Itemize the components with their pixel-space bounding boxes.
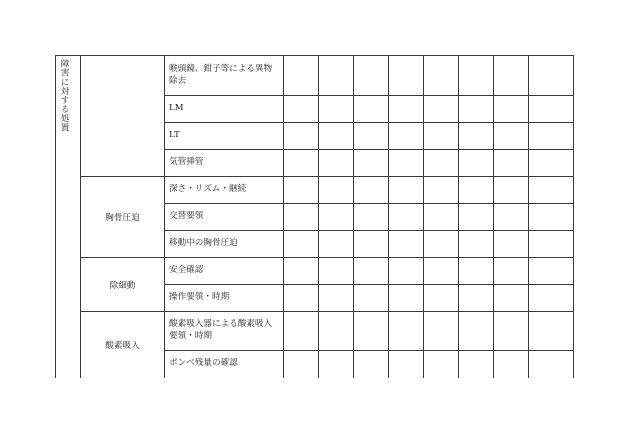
score-cell[interactable] xyxy=(389,177,424,204)
score-cell[interactable] xyxy=(459,123,494,150)
score-cell[interactable] xyxy=(529,96,574,123)
score-cell[interactable] xyxy=(389,150,424,177)
score-cell[interactable] xyxy=(494,150,529,177)
section-title-cell xyxy=(56,56,81,378)
table-row xyxy=(56,312,574,351)
score-cell[interactable] xyxy=(529,312,574,351)
item-cell: 操作要領・時期 xyxy=(165,285,284,312)
score-cell[interactable] xyxy=(389,123,424,150)
score-cell[interactable] xyxy=(284,204,319,231)
score-cell[interactable] xyxy=(354,177,389,204)
score-cell[interactable] xyxy=(494,351,529,378)
table-row xyxy=(56,258,574,285)
score-cell[interactable] xyxy=(424,351,459,378)
score-cell[interactable] xyxy=(424,177,459,204)
airway-category-cell xyxy=(81,56,165,177)
score-cell[interactable] xyxy=(284,258,319,285)
score-cell[interactable] xyxy=(424,258,459,285)
score-cell[interactable] xyxy=(284,123,319,150)
score-cell[interactable] xyxy=(354,312,389,351)
score-cell[interactable] xyxy=(284,150,319,177)
score-cell[interactable] xyxy=(319,56,354,96)
score-cell[interactable] xyxy=(354,351,389,378)
item-cell: 交替要領 xyxy=(165,204,284,231)
item-cell: 喉頭鏡、鉗子等による異物除去 xyxy=(165,56,284,96)
score-cell[interactable] xyxy=(319,231,354,258)
category-defibrillation: 除細動 xyxy=(81,258,165,312)
section-title: 障害に対する処置 xyxy=(59,59,69,132)
score-cell[interactable] xyxy=(459,177,494,204)
score-cell[interactable] xyxy=(529,258,574,285)
table-row xyxy=(56,177,574,204)
score-cell[interactable] xyxy=(529,285,574,312)
score-cell[interactable] xyxy=(494,177,529,204)
score-cell[interactable] xyxy=(529,177,574,204)
score-cell[interactable] xyxy=(354,150,389,177)
item-cell: LT xyxy=(165,123,284,150)
score-cell[interactable] xyxy=(529,351,574,378)
score-cell[interactable] xyxy=(354,123,389,150)
item-cell: 安全確認 xyxy=(165,258,284,285)
score-cell[interactable] xyxy=(389,231,424,258)
score-cell[interactable] xyxy=(494,123,529,150)
score-cell[interactable] xyxy=(459,56,494,96)
score-cell[interactable] xyxy=(319,285,354,312)
score-cell[interactable] xyxy=(529,231,574,258)
score-cell[interactable] xyxy=(319,312,354,351)
score-cell[interactable] xyxy=(284,177,319,204)
procedure-evaluation-table xyxy=(55,55,574,378)
score-cell[interactable] xyxy=(459,231,494,258)
score-cell[interactable] xyxy=(494,96,529,123)
score-cell[interactable] xyxy=(424,96,459,123)
score-cell[interactable] xyxy=(529,56,574,96)
item-cell: LM xyxy=(165,96,284,123)
score-cell[interactable] xyxy=(459,351,494,378)
score-cell[interactable] xyxy=(424,231,459,258)
score-cell[interactable] xyxy=(494,56,529,96)
score-cell[interactable] xyxy=(459,96,494,123)
score-cell[interactable] xyxy=(529,123,574,150)
score-cell[interactable] xyxy=(424,150,459,177)
score-cell[interactable] xyxy=(389,258,424,285)
score-cell[interactable] xyxy=(284,312,319,351)
score-cell[interactable] xyxy=(424,204,459,231)
score-cell[interactable] xyxy=(494,312,529,351)
item-cell: ボンベ残量の確認 xyxy=(165,351,284,378)
score-cell[interactable] xyxy=(459,204,494,231)
score-cell[interactable] xyxy=(284,351,319,378)
item-cell: 深さ・リズム・継続 xyxy=(165,177,284,204)
score-cell[interactable] xyxy=(424,285,459,312)
score-cell[interactable] xyxy=(529,204,574,231)
score-cell[interactable] xyxy=(354,258,389,285)
item-cell: 酸素吸入器による酸素吸入要領・時期 xyxy=(165,312,284,351)
score-cell[interactable] xyxy=(389,312,424,351)
item-cell: 移動中の胸骨圧迫 xyxy=(165,231,284,258)
score-cell[interactable] xyxy=(424,123,459,150)
score-cell[interactable] xyxy=(319,150,354,177)
score-cell[interactable] xyxy=(529,150,574,177)
score-cell[interactable] xyxy=(354,285,389,312)
score-cell[interactable] xyxy=(284,285,319,312)
table-row xyxy=(56,56,574,96)
score-cell[interactable] xyxy=(284,231,319,258)
score-cell[interactable] xyxy=(494,285,529,312)
score-cell[interactable] xyxy=(424,56,459,96)
score-cell[interactable] xyxy=(389,96,424,123)
score-cell[interactable] xyxy=(459,312,494,351)
score-cell[interactable] xyxy=(494,204,529,231)
score-cell[interactable] xyxy=(389,351,424,378)
category-oxygen: 酸素吸入 xyxy=(81,312,165,378)
score-cell[interactable] xyxy=(319,351,354,378)
score-cell[interactable] xyxy=(319,177,354,204)
score-cell[interactable] xyxy=(354,96,389,123)
score-cell[interactable] xyxy=(319,258,354,285)
score-cell[interactable] xyxy=(354,56,389,96)
score-cell[interactable] xyxy=(459,285,494,312)
score-cell[interactable] xyxy=(319,204,354,231)
score-cell[interactable] xyxy=(424,312,459,351)
score-cell[interactable] xyxy=(459,150,494,177)
score-cell[interactable] xyxy=(389,285,424,312)
score-cell[interactable] xyxy=(319,123,354,150)
score-cell[interactable] xyxy=(284,96,319,123)
score-cell[interactable] xyxy=(354,231,389,258)
score-cell[interactable] xyxy=(389,56,424,96)
score-cell[interactable] xyxy=(319,96,354,123)
item-cell: 気管挿管 xyxy=(165,150,284,177)
score-cell[interactable] xyxy=(389,204,424,231)
score-cell[interactable] xyxy=(494,258,529,285)
score-cell[interactable] xyxy=(494,231,529,258)
category-chest-compression: 胸骨圧迫 xyxy=(81,177,165,258)
score-cell[interactable] xyxy=(354,204,389,231)
score-cell[interactable] xyxy=(459,258,494,285)
score-cell[interactable] xyxy=(284,56,319,96)
